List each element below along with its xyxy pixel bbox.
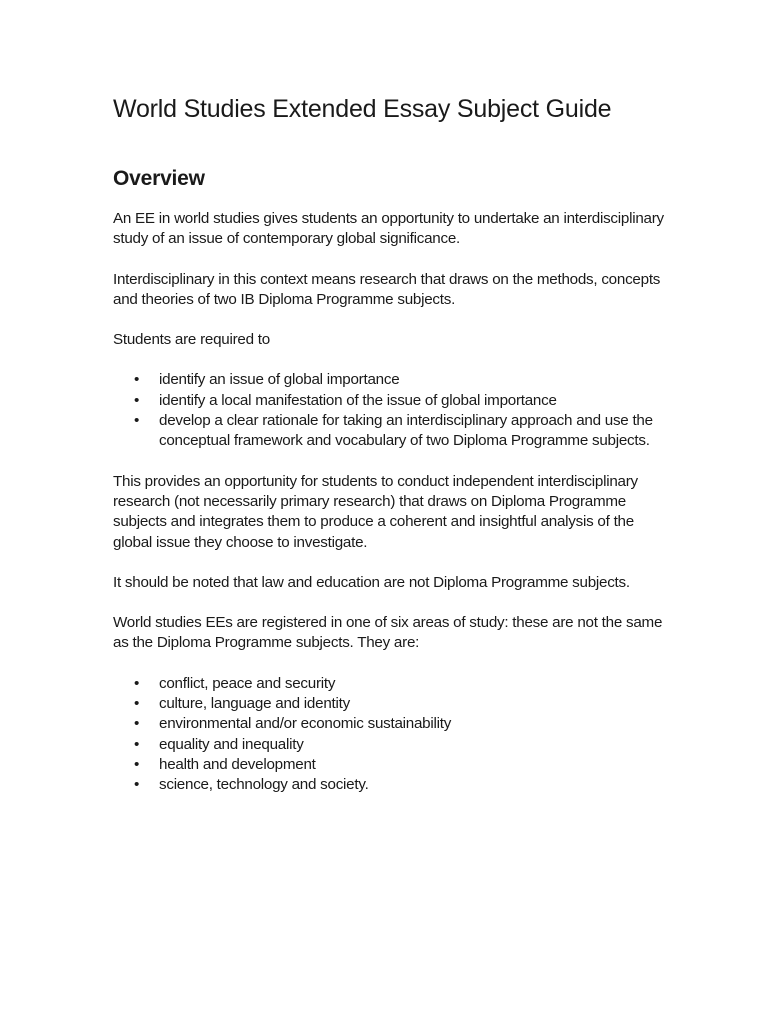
requirements-intro: Students are required to bbox=[113, 331, 270, 349]
list-item: • science, technology and society. bbox=[159, 775, 673, 795]
list-item: • identify an issue of global importance bbox=[159, 370, 673, 390]
list-item: • culture, language and identity bbox=[159, 694, 673, 714]
list-item: • conflict, peace and security bbox=[159, 674, 673, 694]
areas-of-study-list bbox=[113, 674, 673, 796]
list-item: • environmental and/or economic sustainability bbox=[159, 714, 673, 734]
list-item: • develop a clear rationale for taking an interdisciplinary approach and use the conceptual framework and vocabulary of two Diploma Programme subjects. bbox=[159, 411, 673, 452]
overview-heading: Overview bbox=[113, 167, 205, 190]
list-item: • equality and inequality bbox=[159, 735, 673, 755]
document-page bbox=[113, 92, 673, 796]
interdisciplinary-paragraph: Interdisciplinary in this context means research that draws on the methods, concepts and theories of two IB Diploma Programme subjects. bbox=[113, 270, 661, 308]
law-education-note: It should be noted that law and education are not Diploma Programme subjects. bbox=[113, 573, 630, 591]
areas-intro-paragraph: World studies EEs are registered in one of six areas of study: these are not the same as the Diploma Programme subjects. They are: bbox=[113, 614, 663, 652]
opportunity-paragraph: This provides an opportunity for students to conduct independent interdisciplinary research (not necessarily primary research) that draws on Diploma Programme subjects and integrates them to produce a coherent and insightful analysis of the global issue they choose to investigate. bbox=[113, 472, 638, 551]
list-item: • health and development bbox=[159, 755, 673, 775]
intro-paragraph: An EE in world studies gives students an opportunity to undertake an interdisciplinary study of an issue of contemporary global significance. bbox=[113, 210, 664, 248]
requirements-list bbox=[113, 370, 673, 451]
list-item: • identify a local manifestation of the issue of global importance bbox=[159, 391, 673, 411]
document-title: World Studies Extended Essay Subject Guide bbox=[113, 95, 612, 123]
